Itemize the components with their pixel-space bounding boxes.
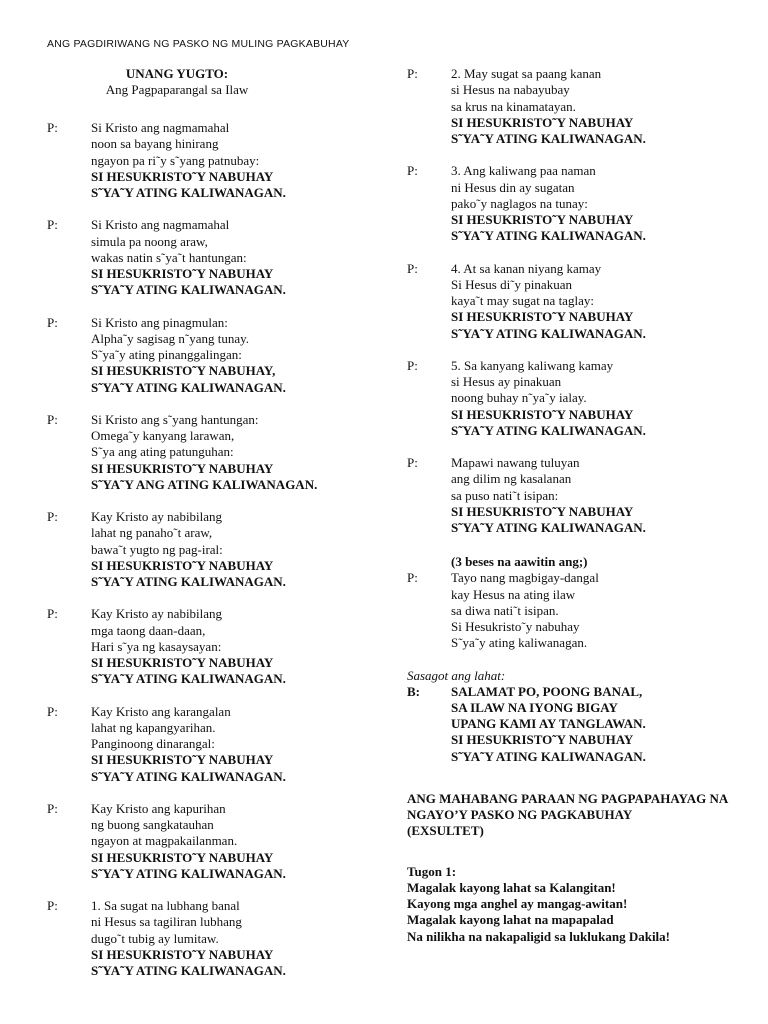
stanza-line: sa krus na kinamatayan.: [451, 98, 576, 114]
tugon-line: Magalak kayong lahat sa Kalangitan!: [407, 879, 616, 895]
stanza-line: S˜ya˜y ating kaliwanagan.: [451, 635, 588, 651]
response-lines: [451, 684, 737, 765]
speaker-label: P:: [47, 800, 58, 816]
stanza-line: noong buhay n˜ya˜y ialay.: [451, 390, 587, 406]
stanza: [407, 455, 737, 536]
speaker-label: P:: [47, 120, 58, 135]
stanza: [407, 358, 737, 439]
refrain-line: S˜YA˜Y ATING KALIWANAGAN.: [451, 325, 646, 341]
repeat-note: (3 beses na aawitin ang;): [451, 554, 588, 570]
stanza-lines: [91, 704, 377, 785]
refrain-line: S˜YA˜Y ATING KALIWANAGAN.: [91, 185, 286, 200]
refrain-line: S˜YA˜Y ATING KALIWANAGAN.: [451, 131, 646, 146]
stanza-line: simula pa noong araw,: [91, 233, 208, 249]
stanza-line: S˜ya ang ating patunguhan:: [91, 444, 234, 460]
stanza-line: Kay Kristo ang karangalan: [91, 703, 231, 719]
speaker-label: P:: [407, 66, 418, 81]
refrain-line: S˜YA˜Y ATING KALIWANAGAN.: [451, 422, 646, 438]
refrain-line: S˜YA˜Y ANG ATING KALIWANAGAN.: [91, 476, 318, 492]
stanza-lines: [451, 163, 737, 244]
tugon-line: Magalak kayong lahat na mapapalad: [407, 912, 614, 928]
tugon-label: Tugon 1:: [407, 863, 457, 879]
speaker-label: P:: [407, 455, 418, 470]
response-line: SALAMAT PO, POONG BANAL,: [451, 683, 643, 699]
stanza-line: Kay Kristo ang kapurihan: [91, 800, 226, 816]
stanza-lines: [451, 358, 737, 439]
refrain-line: S˜YA˜Y ATING KALIWANAGAN.: [91, 379, 286, 395]
speaker-label-b: B:: [407, 683, 420, 699]
refrain-line: SI HESUKRISTO˜Y NABUHAY: [91, 168, 274, 184]
stanza: [47, 898, 377, 979]
stanza: [407, 163, 737, 244]
stanza-line: dugo˜t tubig ay lumitaw.: [91, 930, 219, 946]
stanza-line: kay Hesus na ating ilaw: [451, 586, 576, 602]
stanza-line: kaya˜t may sugat na taglay:: [451, 293, 594, 308]
stanza-line: ngayon pa ri˜y s˜yang patnubay:: [91, 152, 260, 168]
tugon-line: Kayong mga anghel ay mangag-awitan!: [407, 896, 628, 911]
stanza-line: Omega˜y kanyang larawan,: [91, 428, 235, 443]
left-column: [47, 66, 377, 979]
refrain-line: SI HESUKRISTO˜Y NABUHAY: [451, 212, 634, 227]
tugon-lines: [407, 880, 737, 945]
stanza-line: Si Kristo ang nagmamahal: [91, 217, 230, 233]
stanza-line: bawa˜t yugto ng pag-iral:: [91, 541, 223, 557]
refrain-line: S˜YA˜Y ATING KALIWANAGAN.: [91, 768, 286, 784]
stanza-line: Si Hesus di˜y pinakuan: [451, 276, 572, 292]
right-stanza-list: [407, 66, 737, 536]
stanza-line: wakas natin s˜ya˜t hantungan:: [91, 249, 247, 265]
stanza-line: 3. Ang kaliwang paa naman: [451, 163, 596, 179]
refrain-line: SI HESUKRISTO˜Y NABUHAY: [91, 946, 274, 962]
stanza-line: sa diwa nati˜t isipan.: [451, 602, 559, 618]
stanza-line: Tayo nang magbigay-dangal: [451, 570, 599, 586]
right-column: [407, 66, 737, 945]
stanza-line: ng buong sangkatauhan: [91, 817, 214, 832]
speaker-label: P:: [47, 703, 58, 719]
refrain-line: S˜YA˜Y ATING KALIWANAGAN.: [91, 574, 286, 589]
stanza-lines: [91, 120, 377, 201]
speaker-label: P:: [47, 898, 58, 913]
stanza-line: ni Hesus sa tagiliran lubhang: [91, 914, 242, 930]
section-title: UNANG YUGTO:: [125, 66, 229, 81]
stanza-line: Hari s˜ya ng kasaysayan:: [91, 638, 222, 654]
refrain-line: SI HESUKRISTO˜Y NABUHAY: [451, 406, 634, 422]
refrain-line: SI HESUKRISTO˜Y NABUHAY: [91, 460, 274, 476]
stanza-lines: [91, 412, 377, 493]
left-stanza-list: [47, 120, 377, 979]
stanza: [47, 412, 377, 493]
stanza-lines: [91, 898, 377, 979]
response-line: S˜YA˜Y ATING KALIWANAGAN.: [451, 748, 646, 764]
final-stanza: [407, 570, 737, 651]
stanza-line: Si Hesukristo˜y nabuhay: [451, 619, 580, 634]
stanza-lines: [451, 66, 737, 147]
stanza-lines: [91, 509, 377, 590]
response-line: SA ILAW NA IYONG BIGAY: [451, 699, 618, 715]
stanza-line: sa puso nati˜t isipan:: [451, 487, 559, 503]
stanza: [47, 120, 377, 201]
tugon-block: [407, 864, 737, 945]
response-stanza: [407, 684, 737, 765]
stanza: [47, 801, 377, 882]
section-subtitle: Ang Pagpaparangal sa Ilaw: [105, 82, 249, 97]
stanza-line: 4. At sa kanan niyang kamay: [451, 260, 602, 276]
refrain-line: S˜YA˜Y ATING KALIWANAGAN.: [451, 520, 646, 535]
refrain-line: SI HESUKRISTO˜Y NABUHAY: [451, 114, 634, 130]
stanza-line: Kay Kristo ay nabibilang: [91, 606, 223, 622]
response-line: SI HESUKRISTO˜Y NABUHAY: [451, 732, 634, 748]
stanza-line: Alpha˜y sagisag n˜yang tunay.: [91, 330, 250, 346]
stanza-line: si Hesus na nabayubay: [451, 82, 570, 98]
refrain-line: SI HESUKRISTO˜Y NABUHAY: [91, 752, 274, 768]
speaker-label: P:: [47, 314, 58, 330]
exsultet-line: ANG MAHABANG PARAAN NG PAGPAPAHAYAG NA: [407, 790, 729, 806]
stanza-lines: [451, 261, 737, 342]
stanza-line: Kay Kristo ay nabibilang: [91, 509, 223, 524]
stanza-lines: [91, 801, 377, 882]
stanza-line: Si Kristo ang pinagmulan:: [91, 314, 228, 330]
stanza-lines: [91, 217, 377, 298]
exsultet-line: NGAYO’Y PASKO NG PAGKABUHAY: [407, 807, 633, 822]
refrain-line: SI HESUKRISTO˜Y NABUHAY: [91, 655, 274, 670]
stanza-line: S˜ya˜y ating pinanggalingan:: [91, 347, 242, 362]
refrain-line: SI HESUKRISTO˜Y NABUHAY: [91, 849, 274, 865]
stanza-lines: [451, 455, 737, 536]
refrain-line: SI HESUKRISTO˜Y NABUHAY: [91, 266, 274, 281]
stanza-line: ni Hesus din ay sugatan: [451, 179, 575, 195]
stanza-line: 2. May sugat sa paang kanan: [451, 66, 602, 81]
stanza-line: noon sa bayang hinirang: [91, 136, 219, 152]
document-header: ANG PAGDIRIWANG NG PASKO NG MULING PAGKABUHAY: [47, 38, 350, 50]
stanza: [47, 704, 377, 785]
exsultet-line: (EXSULTET): [407, 823, 484, 839]
speaker-label: P:: [407, 260, 418, 276]
stanza: [47, 217, 377, 298]
refrain-line: S˜YA˜Y ATING KALIWANAGAN.: [91, 671, 286, 687]
stanza-line: pako˜y naglagos na tunay:: [451, 195, 588, 211]
speaker-label: P:: [47, 411, 58, 427]
refrain-line: SI HESUKRISTO˜Y NABUHAY,: [91, 363, 276, 379]
tugon-line: Na nilikha na nakapaligid sa luklukang Dakila!: [407, 928, 671, 944]
stanza-lines: [91, 315, 377, 396]
refrain-line: S˜YA˜Y ATING KALIWANAGAN.: [451, 228, 646, 244]
stanza-line: si Hesus ay pinakuan: [451, 374, 562, 389]
refrain-line: SI HESUKRISTO˜Y NABUHAY: [451, 503, 634, 519]
speaker-label: P:: [47, 217, 58, 233]
speaker-label: P:: [407, 570, 418, 586]
stanza-line: 5. Sa kanyang kaliwang kamay: [451, 357, 614, 373]
refrain-line: SI HESUKRISTO˜Y NABUHAY: [451, 309, 634, 325]
stanza-line: lahat ng kapangyarihan.: [91, 719, 216, 735]
response-line: UPANG KAMI AY TANGLAWAN.: [451, 716, 646, 731]
refrain-line: S˜YA˜Y ATING KALIWANAGAN.: [91, 963, 286, 978]
stanza: [47, 606, 377, 687]
stanza-lines: [451, 570, 737, 651]
stanza: [407, 66, 737, 147]
stanza-line: 1. Sa sugat na lubhang banal: [91, 898, 240, 913]
stanza-line: ngayon at magpakailanman.: [91, 833, 238, 849]
stanza-line: lahat ng panaho˜t araw,: [91, 525, 213, 541]
stanza-line: ang dilim ng kasalanan: [451, 471, 572, 487]
refrain-line: S˜YA˜Y ATING KALIWANAGAN.: [91, 282, 286, 298]
stanza: [407, 261, 737, 342]
response-label: Sasagot ang lahat:: [407, 667, 506, 683]
stanza-lines: [91, 606, 377, 687]
refrain-line: S˜YA˜Y ATING KALIWANAGAN.: [91, 865, 286, 881]
stanza: [47, 315, 377, 396]
speaker-label: P:: [47, 606, 58, 622]
stanza-line: mga taong daan-daan,: [91, 622, 206, 638]
stanza-line: Mapawi nawang tuluyan: [451, 455, 580, 470]
speaker-label: P:: [47, 509, 58, 524]
section-heading: [47, 66, 307, 98]
exsultet-title: [407, 791, 737, 840]
stanza-line: Si Kristo ang s˜yang hantungan:: [91, 411, 259, 427]
stanza-line: Panginoong dinarangal:: [91, 736, 215, 751]
stanza: [47, 509, 377, 590]
speaker-label: P:: [407, 357, 418, 373]
stanza-line: Si Kristo ang nagmamahal: [91, 120, 230, 135]
refrain-line: SI HESUKRISTO˜Y NABUHAY: [91, 557, 274, 573]
speaker-label: P:: [407, 163, 418, 179]
